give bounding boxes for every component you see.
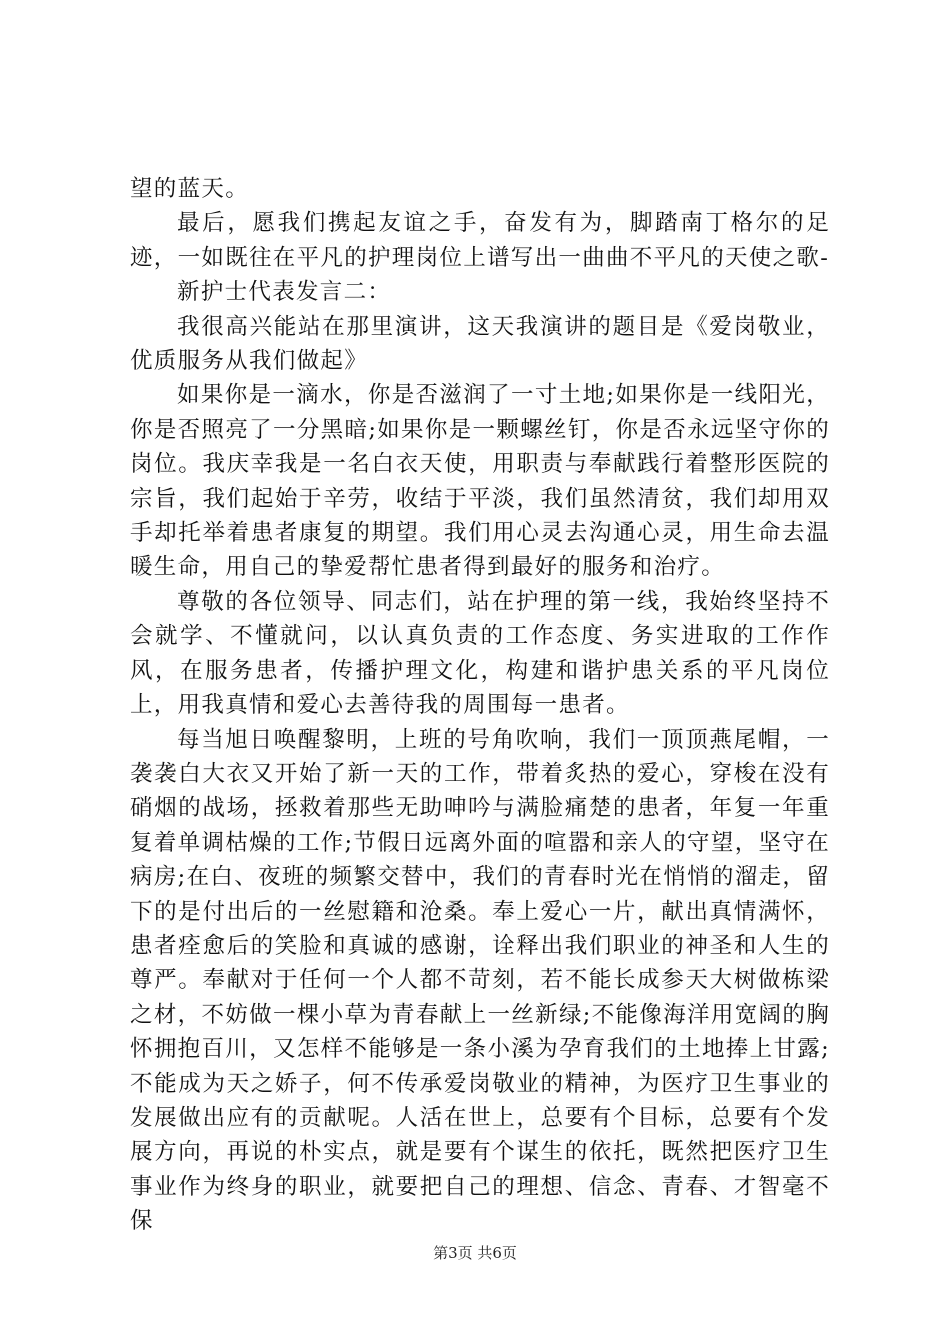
paragraph: 尊敬的各位领导、同志们，站在护理的第一线，我始终坚持不会就学、不懂就问，以认真负责的工作态度、务实进取的工作作风，在服务患者，传播护理文化，构建和谐护患关系的平凡岗位上，用我真情和爱心去善待我的周围每一患者。 — [130, 588, 830, 719]
section-heading: 新护士代表发言二： — [177, 279, 392, 306]
paragraph: 我很高兴能站在那里演讲，这天我演讲的题目是《爱岗敬业，优质服务从我们做起》 — [130, 313, 830, 375]
page-number-footer: 第3页 共6页 — [433, 1244, 517, 1262]
paragraph-continuation: 望的蓝天。 — [130, 176, 250, 202]
paragraph: 如果你是一滴水，你是否滋润了一寸土地;如果你是一线阳光，你是否照亮了一分黑暗;如果你是一颗螺丝钉，你是否永远坚守你的岗位。我庆幸我是一名白衣天使，用职责与奉献践行着整形医院的宗旨，我们起始于辛劳，收结于平淡，我们虽然清贫，我们却用双手却托举着患者康复的期望。我们用心灵去沟通心灵，用生命去温暖生命，用自己的挚爱帮忙患者得到最好的服务和治疗。 — [130, 382, 830, 581]
paragraph: 最后，愿我们携起友谊之手，奋发有为，脚踏南丁格尔的足迹，一如既往在平凡的护理岗位上谱写出一曲曲不平凡的天使之歌- — [130, 210, 830, 271]
document-body — [130, 172, 830, 1239]
paragraph: 每当旭日唤醒黎明，上班的号角吹响，我们一顶顶燕尾帽，一袭袭白大衣又开始了新一天的工作，带着炙热的爱心，穿梭在没有硝烟的战场，拯救着那些无助呻吟与满脸痛楚的患者，年复一年重复着单调枯燥的工作;节假日远离外面的喧嚣和亲人的守望，坚守在病房;在白、夜班的频繁交替中，我们的青春时光在悄悄的溜走，留下的是付出后的一丝慰籍和沧桑。奉上爱心一片，献出真情满怀，患者痊愈后的笑脸和真诚的感谢，诠释出我们职业的神圣和人生的尊严。奉献对于任何一个人都不苛刻，若不能长成参天大树做栋梁之材，不妨做一棵小草为青春献上一丝新绿;不能像海洋用宽阔的胸怀拥抱百川，又怎样不能够是一条小溪为孕育我们的土地捧上甘露;不能成为天之娇子，何不传承爱岗敬业的精神，为医疗卫生事业的发展做出应有的贡献呢。人活在世上，总要有个目标，总要有个发展方向，再说的朴实点，就是要有个谋生的依托，既然把医疗卫生事业作为终身的职业，就要把自己的理想、信念、青春、才智毫不保 — [130, 726, 830, 1235]
